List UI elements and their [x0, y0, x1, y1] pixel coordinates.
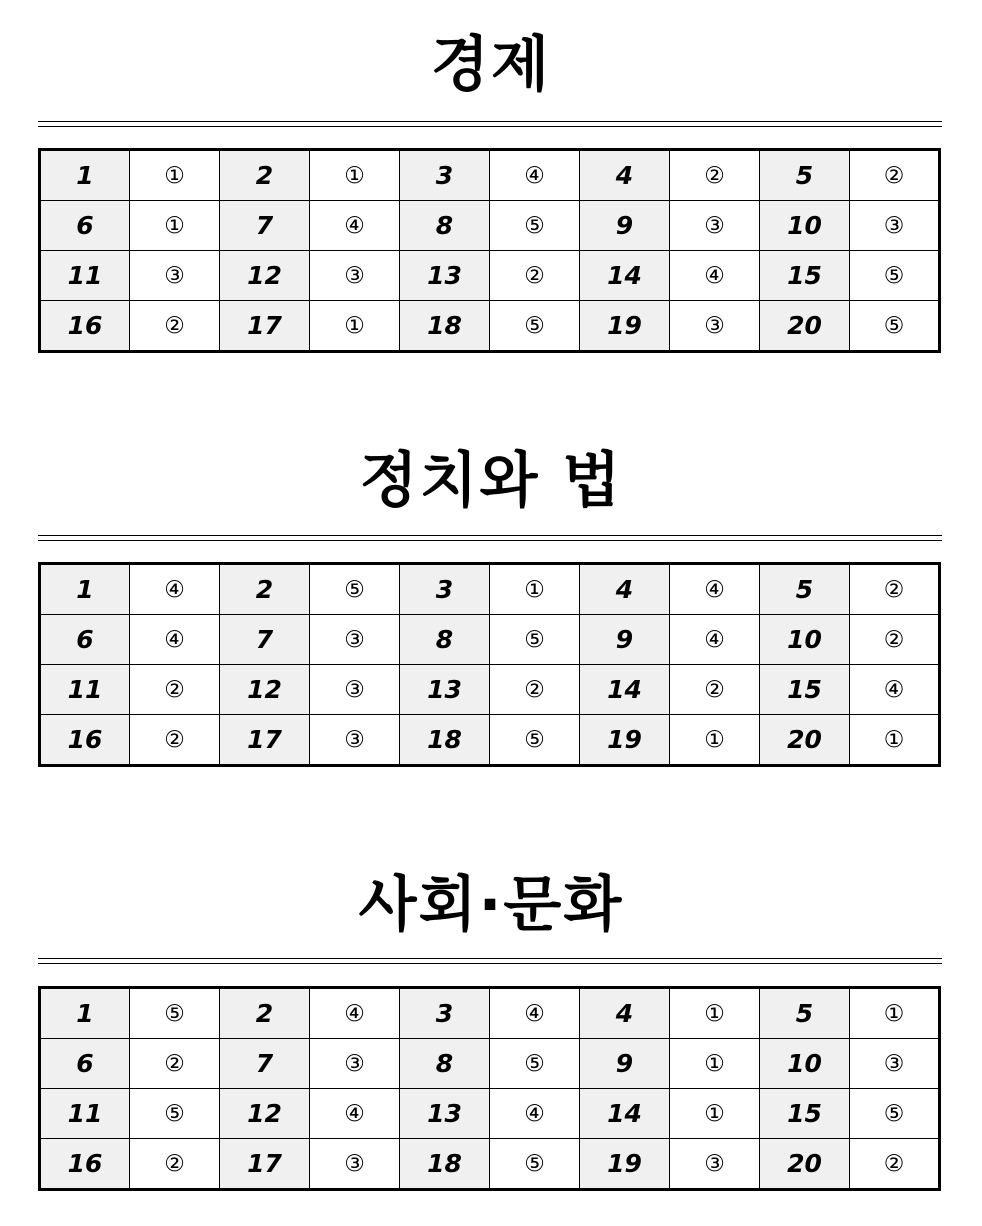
question-number: 20 [760, 715, 850, 766]
table-row [40, 301, 940, 352]
answer-choice: ④ [130, 564, 220, 615]
answer-choice: ① [310, 301, 400, 352]
answer-choice: ② [130, 1139, 220, 1190]
table-row [40, 988, 940, 1039]
question-number: 2 [220, 988, 310, 1039]
answer-table [38, 148, 941, 353]
question-number: 2 [220, 564, 310, 615]
answer-choice: ② [130, 715, 220, 766]
table-row [40, 564, 940, 615]
answer-choice: ④ [130, 615, 220, 665]
question-number: 5 [760, 150, 850, 201]
answer-choice: ③ [850, 201, 940, 251]
section-title: 정치와 법 [359, 446, 623, 516]
question-number: 8 [400, 615, 490, 665]
question-number: 19 [580, 715, 670, 766]
question-number: 8 [400, 1039, 490, 1089]
question-number: 17 [220, 1139, 310, 1190]
question-number: 4 [580, 564, 670, 615]
answer-choice: ③ [310, 615, 400, 665]
answer-choice: ② [670, 150, 760, 201]
answer-choice: ① [670, 1039, 760, 1089]
question-number: 9 [580, 1039, 670, 1089]
answer-choice: ⑤ [850, 301, 940, 352]
answer-choice: ④ [670, 615, 760, 665]
answer-choice: ③ [310, 715, 400, 766]
answer-choice: ② [490, 251, 580, 301]
answer-choice: ② [850, 615, 940, 665]
question-number: 4 [580, 150, 670, 201]
question-number: 16 [40, 301, 130, 352]
answer-choice: ④ [490, 988, 580, 1039]
answer-choice: ③ [130, 251, 220, 301]
question-number: 5 [760, 564, 850, 615]
question-number: 3 [400, 150, 490, 201]
question-number: 1 [40, 564, 130, 615]
answer-choice: ④ [310, 201, 400, 251]
question-number: 12 [220, 251, 310, 301]
question-number: 17 [220, 301, 310, 352]
table-row [40, 201, 940, 251]
question-number: 18 [400, 715, 490, 766]
section-title: 경제 [431, 30, 551, 100]
question-number: 16 [40, 715, 130, 766]
question-number: 20 [760, 1139, 850, 1190]
answer-choice: ③ [310, 1039, 400, 1089]
table-row [40, 715, 940, 766]
answer-choice: ④ [490, 150, 580, 201]
table-row [40, 251, 940, 301]
question-number: 14 [580, 251, 670, 301]
answer-choice: ② [130, 301, 220, 352]
answer-choice: ④ [850, 665, 940, 715]
answer-choice: ⑤ [130, 988, 220, 1039]
title-rule-top [38, 535, 942, 536]
question-number: 10 [760, 615, 850, 665]
question-number: 3 [400, 564, 490, 615]
answer-choice: ② [130, 665, 220, 715]
answer-table [38, 986, 941, 1191]
title-rule-bottom [38, 963, 942, 964]
answer-choice: ④ [310, 1089, 400, 1139]
answer-choice: ③ [310, 1139, 400, 1190]
answer-table [38, 562, 941, 767]
question-number: 9 [580, 615, 670, 665]
answer-choice: ④ [670, 564, 760, 615]
answer-choice: ⑤ [490, 1039, 580, 1089]
question-number: 13 [400, 665, 490, 715]
section-title: 사회·문화 [358, 870, 624, 940]
answer-choice: ① [670, 988, 760, 1039]
question-number: 15 [760, 251, 850, 301]
question-number: 7 [220, 1039, 310, 1089]
question-number: 7 [220, 201, 310, 251]
question-number: 8 [400, 201, 490, 251]
answer-choice: ① [130, 201, 220, 251]
title-rule-bottom [38, 126, 942, 127]
title-rule-top [38, 121, 942, 122]
title-rule-top [38, 958, 942, 959]
answer-choice: ② [850, 150, 940, 201]
table-row [40, 150, 940, 201]
question-number: 20 [760, 301, 850, 352]
answer-choice: ② [670, 665, 760, 715]
question-number: 7 [220, 615, 310, 665]
answer-choice: ⑤ [490, 301, 580, 352]
answer-choice: ⑤ [490, 615, 580, 665]
answer-choice: ⑤ [130, 1089, 220, 1139]
question-number: 6 [40, 615, 130, 665]
question-number: 18 [400, 1139, 490, 1190]
question-number: 1 [40, 150, 130, 201]
table-row [40, 1089, 940, 1139]
answer-choice: ③ [310, 251, 400, 301]
question-number: 5 [760, 988, 850, 1039]
table-row [40, 1039, 940, 1089]
question-number: 10 [760, 1039, 850, 1089]
table-row [40, 615, 940, 665]
question-number: 6 [40, 1039, 130, 1089]
answer-choice: ⑤ [310, 564, 400, 615]
question-number: 13 [400, 1089, 490, 1139]
question-number: 10 [760, 201, 850, 251]
answer-choice: ③ [670, 1139, 760, 1190]
question-number: 14 [580, 1089, 670, 1139]
question-number: 18 [400, 301, 490, 352]
table-row [40, 1139, 940, 1190]
answer-choice: ⑤ [850, 251, 940, 301]
question-number: 11 [40, 665, 130, 715]
question-number: 17 [220, 715, 310, 766]
answer-choice: ② [130, 1039, 220, 1089]
answer-choice: ② [850, 1139, 940, 1190]
question-number: 2 [220, 150, 310, 201]
answer-choice: ⑤ [850, 1089, 940, 1139]
answer-choice: ① [130, 150, 220, 201]
answer-choice: ③ [310, 665, 400, 715]
answer-choice: ③ [670, 201, 760, 251]
question-number: 16 [40, 1139, 130, 1190]
answer-choice: ⑤ [490, 715, 580, 766]
question-number: 15 [760, 1089, 850, 1139]
answer-choice: ⑤ [490, 1139, 580, 1190]
table-row [40, 665, 940, 715]
answer-choice: ① [310, 150, 400, 201]
answer-choice: ① [490, 564, 580, 615]
answer-choice: ③ [670, 301, 760, 352]
question-number: 3 [400, 988, 490, 1039]
answer-choice: ④ [310, 988, 400, 1039]
answer-choice: ① [850, 988, 940, 1039]
answer-choice: ① [670, 1089, 760, 1139]
question-number: 13 [400, 251, 490, 301]
answer-choice: ① [670, 715, 760, 766]
question-number: 1 [40, 988, 130, 1039]
question-number: 12 [220, 1089, 310, 1139]
answer-choice: ⑤ [490, 201, 580, 251]
answer-choice: ④ [670, 251, 760, 301]
answer-choice: ① [850, 715, 940, 766]
answer-choice: ② [850, 564, 940, 615]
question-number: 6 [40, 201, 130, 251]
question-number: 19 [580, 1139, 670, 1190]
title-rule-bottom [38, 540, 942, 541]
answer-choice: ③ [850, 1039, 940, 1089]
answer-choice: ② [490, 665, 580, 715]
question-number: 12 [220, 665, 310, 715]
question-number: 15 [760, 665, 850, 715]
question-number: 19 [580, 301, 670, 352]
question-number: 14 [580, 665, 670, 715]
question-number: 4 [580, 988, 670, 1039]
question-number: 11 [40, 251, 130, 301]
answer-choice: ④ [490, 1089, 580, 1139]
question-number: 11 [40, 1089, 130, 1139]
question-number: 9 [580, 201, 670, 251]
